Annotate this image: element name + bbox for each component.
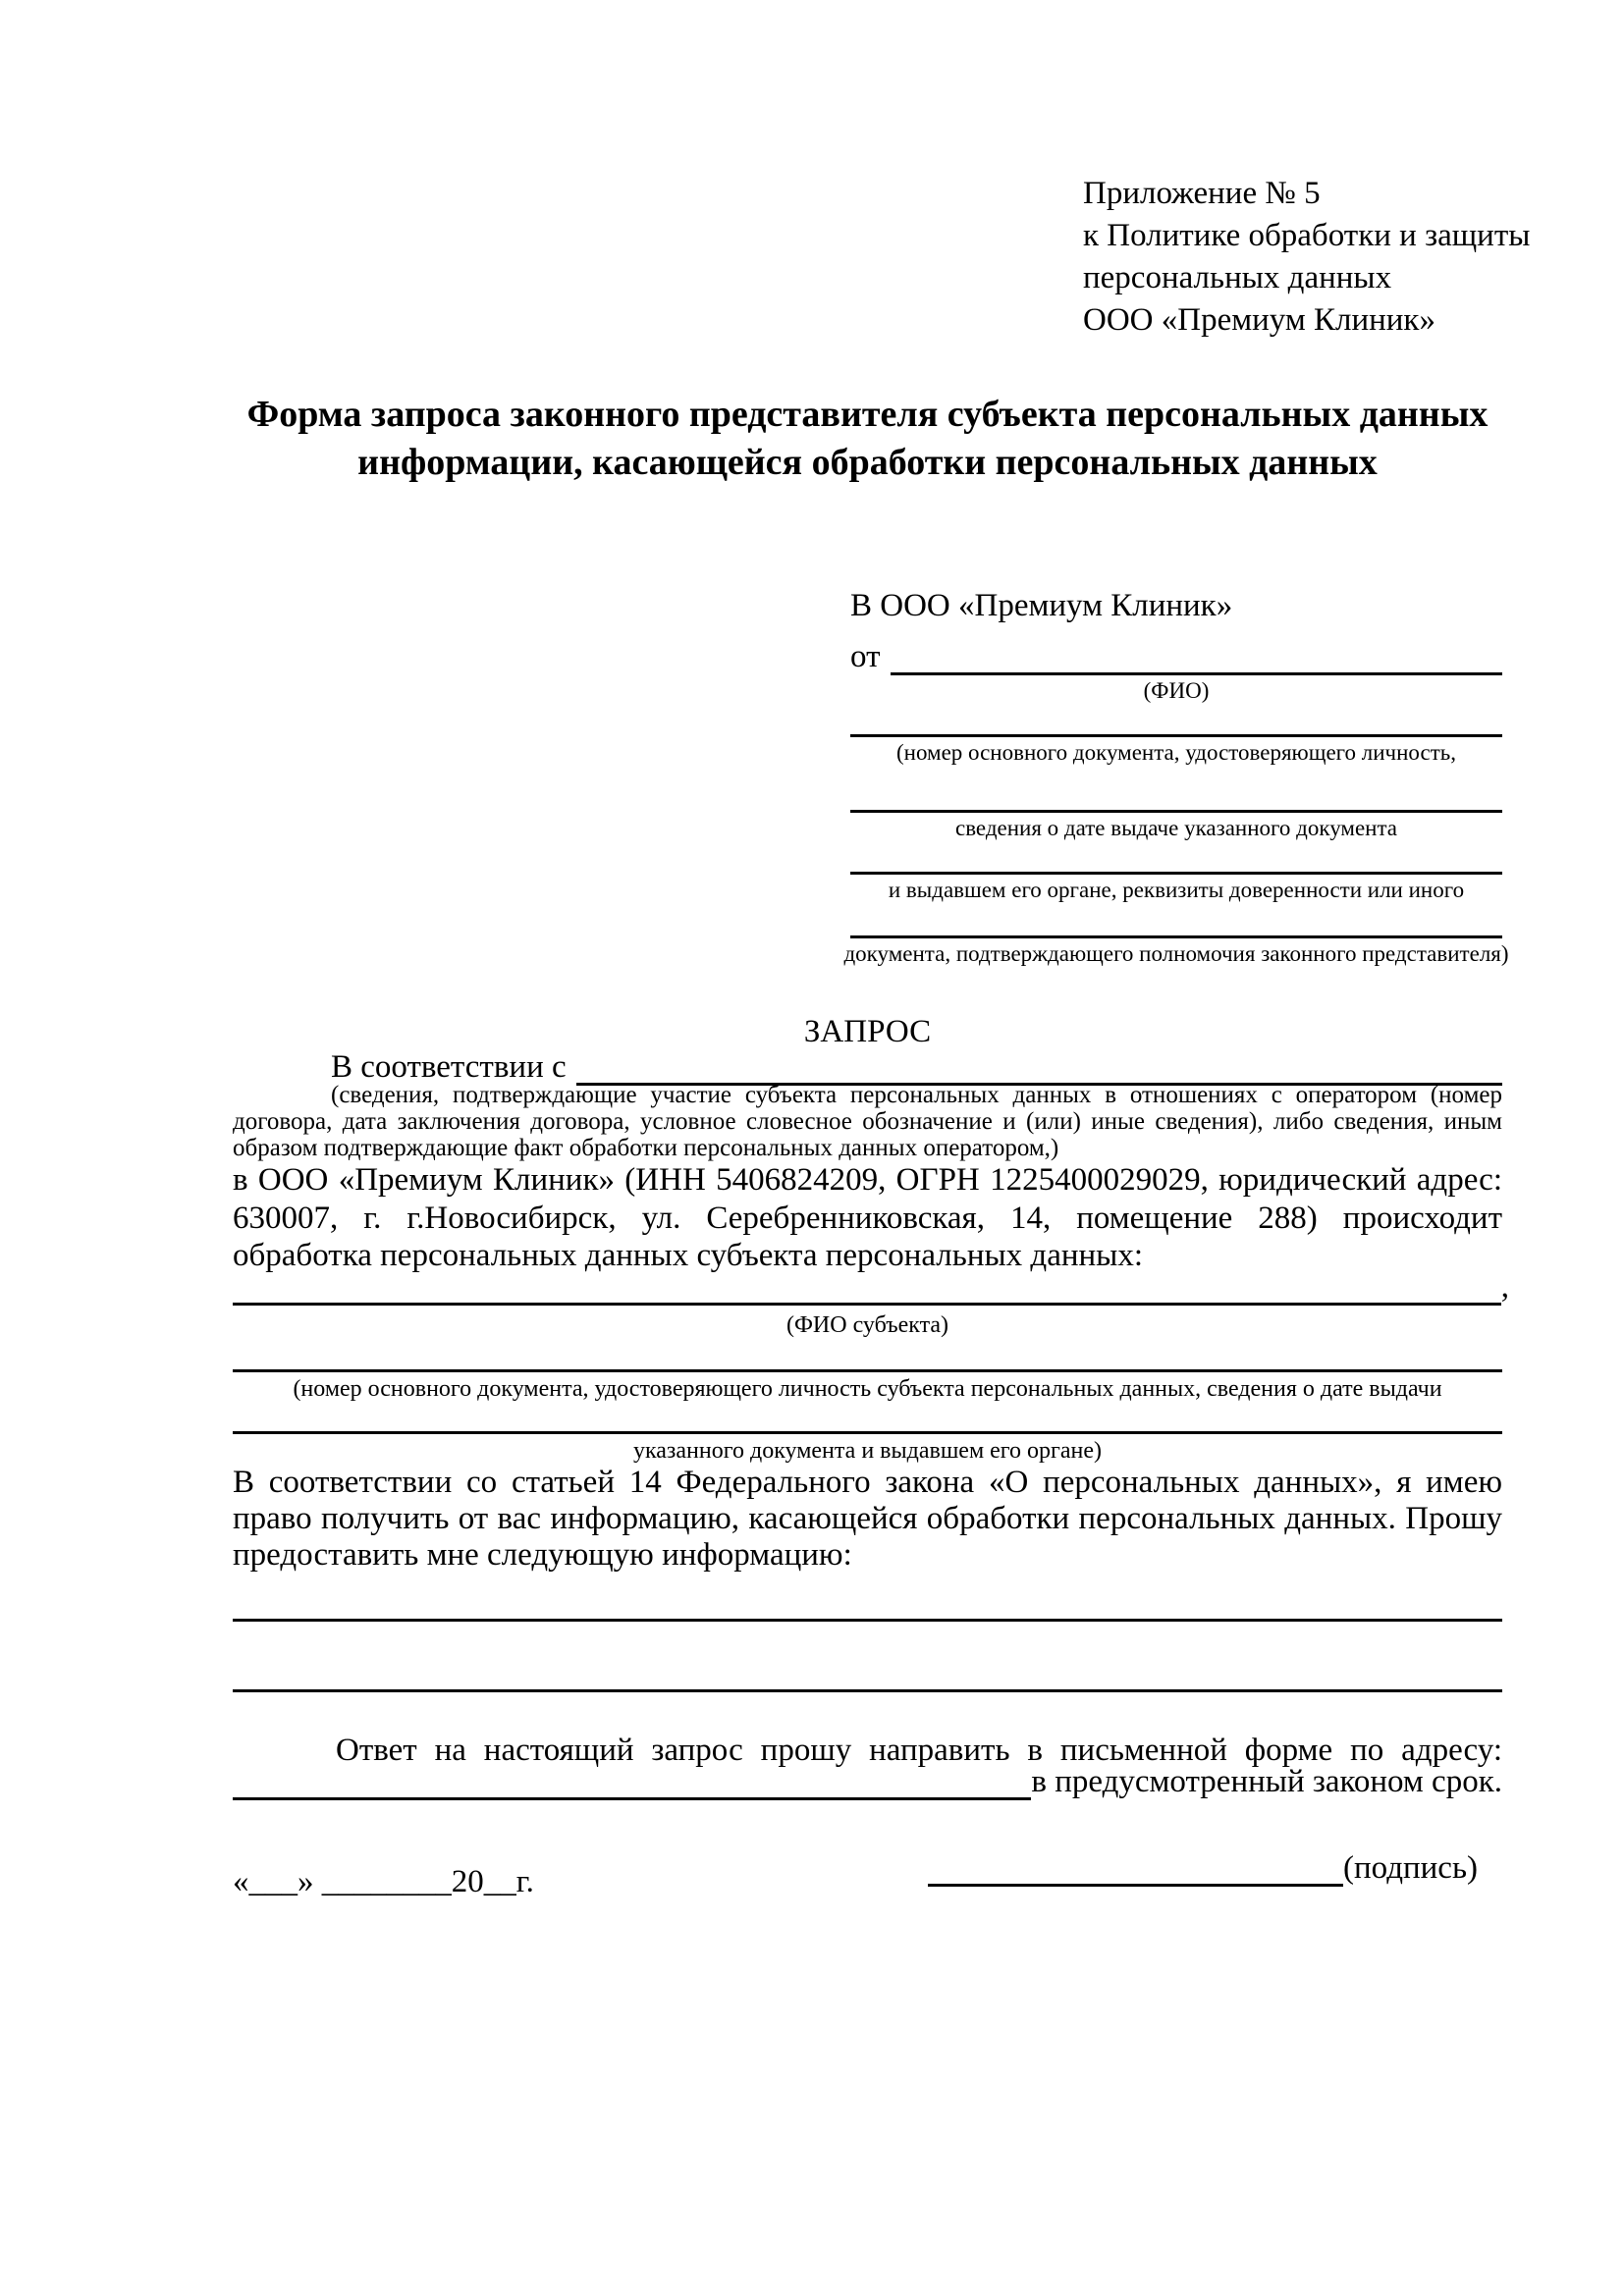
issue-date-blank-line <box>850 769 1502 813</box>
representative-doc-blank-line <box>850 906 1502 938</box>
addressee-block <box>843 587 1509 970</box>
date-blank: «___» ________20__г. <box>233 1864 534 1899</box>
subject-doc-caption1: (номер основного документа, удостоверяющего личность субъекта персональных данных, сведения о дате выдачи <box>293 1376 1442 1402</box>
issue-date-caption-wrap <box>850 813 1502 844</box>
addressee-to: В ООО «Премиум Клиник» <box>850 588 1233 623</box>
doc-number-caption: (номер основного документа, удостоверяющего личность, <box>895 740 1456 765</box>
subject-fio-caption: (ФИО субъекта) <box>785 1312 949 1338</box>
subject-fio-comma: , <box>1500 1269 1509 1305</box>
subject-doc-caption2: указанного документа и выдавшем его органе) <box>632 1438 1103 1464</box>
reply-address-blank-line <box>233 1764 1031 1800</box>
subject-doc-caption2-wrap <box>233 1437 1502 1465</box>
addressee-from-row <box>850 630 1502 675</box>
fio-caption-wrap <box>850 675 1502 707</box>
signature-row <box>928 1843 1478 1887</box>
intro-label: В соответствии с <box>331 1049 567 1085</box>
issuing-authority-caption: и выдавшем его органе, реквизиты доверенности или иного <box>888 878 1465 902</box>
info-blank-line-1 <box>233 1619 1502 1622</box>
representative-doc-caption: документа, подтверждающего полномочия законного представителя) <box>843 941 1509 966</box>
document-title-line: информации, касающейся обработки персональных данных <box>357 442 1378 483</box>
annex-note-line: Приложение № 5 <box>1083 176 1321 211</box>
annex-note <box>1083 173 1530 342</box>
annex-note-line: ООО «Премиум Клиник» <box>1083 302 1435 338</box>
intro-caption: (сведения, подтверждающие участие субъекта персональных данных в отношениях с оператором (номер договора, дата заключения договора, условное словесное обозначение и (или) иные сведения), либо сведения, иным образом подтверждающие факт обработки персональных данных оператором,) <box>233 1082 1502 1161</box>
intro-blank-line <box>576 1049 1502 1086</box>
issuing-authority-blank-line <box>850 844 1502 875</box>
from-fio-blank-line <box>891 633 1503 675</box>
request-heading: ЗАПРОС <box>803 1014 932 1049</box>
document-title <box>233 391 1502 487</box>
doc-number-blank-line <box>850 707 1502 737</box>
operator-paragraph: в ООО «Премиум Клиник» (ИНН 5406824209, ОГРН 1225400029029, юридический адрес: 630007, г. г.Новосибирск, ул. Серебренниковская, 14, помещение 288) происходит обработка персональных данных субъекта персональных данных: <box>233 1162 1502 1273</box>
law-paragraph: В соответствии со статьей 14 Федерального закона «О персональных данных», я имею право получить от вас информацию, касающейся обработки персональных данных. Прошу предоставить мне следующую информацию: <box>233 1465 1502 1573</box>
doc-number-caption-wrap <box>850 737 1502 769</box>
reply-address-row <box>233 1764 1502 1800</box>
intro-row <box>233 1049 1502 1086</box>
reply-tail-text: в предусмотренный законом срок. <box>1031 1764 1502 1799</box>
info-blank-line-2 <box>233 1689 1502 1692</box>
addressee-from-label: от <box>850 639 881 674</box>
issuing-authority-caption-wrap <box>850 875 1502 906</box>
document-title-line: Форма запроса законного представителя субъекта персональных данных <box>246 394 1489 435</box>
representative-doc-caption-wrap <box>843 938 1509 970</box>
subject-doc-blank-line <box>233 1335 1502 1372</box>
fio-caption: (ФИО) <box>1143 678 1210 703</box>
subject-doc-blank-line2 <box>233 1398 1502 1434</box>
issue-date-caption: сведения о дате выдаче указанного документа <box>954 816 1398 840</box>
signature-caption: (подпись) <box>1343 1850 1478 1886</box>
subject-fio-blank-line <box>233 1267 1501 1306</box>
subject-fio-row <box>233 1270 1509 1306</box>
annex-note-line: персональных данных <box>1083 260 1392 295</box>
signature-blank-line <box>928 1841 1343 1887</box>
reply-paragraph: Ответ на настоящий запрос прошу направить в письменной форме по адресу: <box>336 1733 1502 1768</box>
annex-note-line: к Политике обработки и защиты <box>1083 218 1531 253</box>
